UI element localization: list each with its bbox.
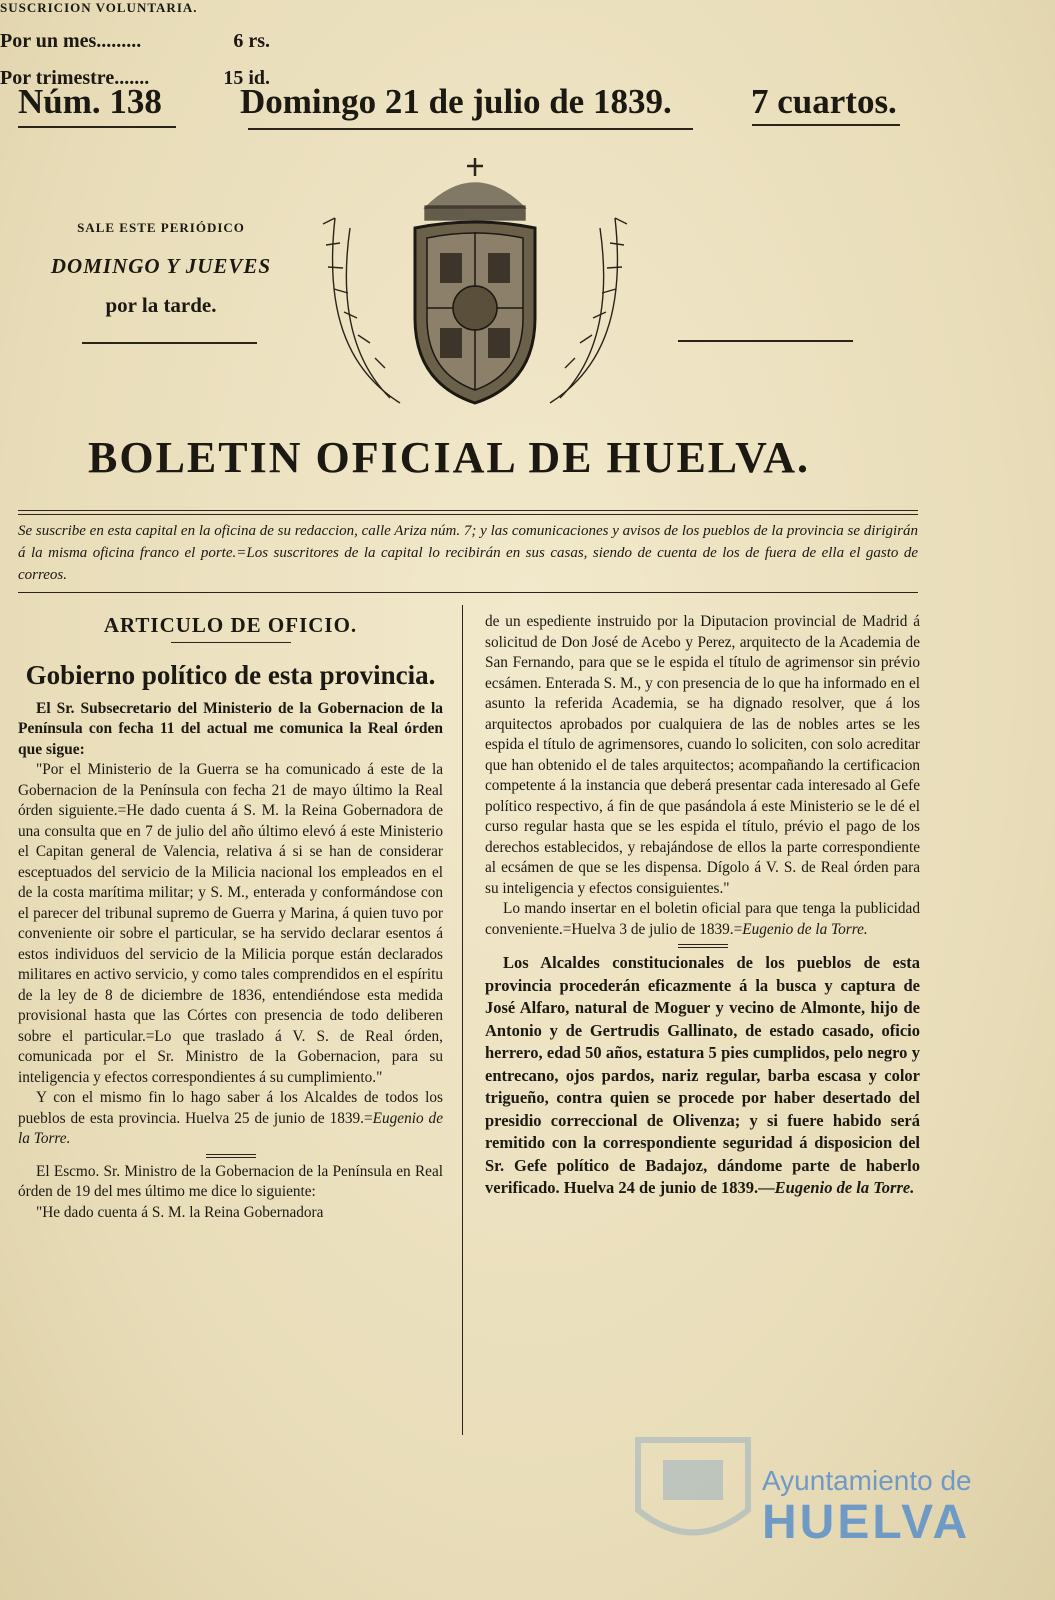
masthead-rule-left xyxy=(18,126,176,128)
section-rule xyxy=(171,642,291,643)
column-divider xyxy=(462,605,463,1435)
issue-date: Domingo 21 de julio de 1839. xyxy=(240,82,672,121)
left-column xyxy=(18,615,443,1223)
article-paragraph xyxy=(485,899,920,940)
article-paragraph: El Sr. Subsecretario del Ministerio de la Gobernacion de la Península con fecha 11 del actual me comunica la Real órden que sigue: xyxy=(18,699,443,758)
subscription-heading: SUSCRICION VOLUNTARIA. xyxy=(0,0,198,15)
issue-price: 7 cuartos. xyxy=(751,82,897,121)
price-quarter-label: Por trimestre....... xyxy=(0,67,150,89)
schedule-time: por la tarde. xyxy=(105,293,217,317)
schedule-line-1: SALE ESTE PERIÓDICO xyxy=(77,220,245,235)
article-paragraph: "Por el Ministerio de la Guerra se ha comunicado á este de la Gobernacion de la Península con fecha 21 de mayo último la Real órden siguiente.=He dado cuenta á S. M. la Reina Gobernadora de una consulta que en 7 de julio del año último elevó á este Ministerio el Capitan general de Valencia, relativa á si se han de considerar esceptuados del servicio de la Milicia nacional los empleados en el de la costa marítima militar; y S. M., enterada y conformándose con el parecer del tribunal supremo de Guerra y Marina, á quien tuvo por conveniente oir sobre el particular, se ha servido declarar esentos á estos individuos del servicio de la Milicia porque están declarados militares en activo servicio, y como tales comprendidos en el espíritu de la ley de 8 de diciembre de 1836, entendiéndose esta medida provisional hasta que las Córtes con presencia de todo deliberen sobre el particular.=Lo que traslado á V. S. de Real órden, comunicada por el Sr. Ministro de la Gobernacion, para su inteligencia y efectos correspondientes á su cumplimiento." xyxy=(18,761,443,1086)
price-quarter-value: 15 id. xyxy=(223,67,270,89)
article-paragraph: El Escmo. Sr. Ministro de la Gobernacion de la Península en Real órden de 19 del mes último me dice lo siguiente: xyxy=(18,1162,443,1200)
section-heading: ARTICULO DE OFICIO. xyxy=(103,613,358,637)
notice-rule xyxy=(18,592,918,593)
issue-number: Núm. 138 xyxy=(18,82,162,121)
article-paragraph: de un espediente instruido por la Diputacion provincial de Madrid á solicitud de Don José de Acebo y Perez, arquitecto de la Academia de San Fernando, para que se le espida el título de agrimensor sin prévio ecsámen. Enterada S. M., y con presencia de lo que ha informado en el asunto la referida Academia, se ha dignado resolver, que á los arquitectos aprobados por cualquiera de las de nobles artes se les espida el título de agrimensores, cuando lo soliciten, con solo acreditar que han obtenido el de tales arquitectos; acompañando la certificacion competente á la instancia que deberá presentar cada interesado al Gefe político respectivo, á fin de que pasándola á este Ministerio se le dé el curso regular hasta que se les espida el título, prévio el pago de los derechos establecidos, y rebajándose de ellos la parte correspondiente al ecsámen de que se les dispensa. Dígolo á V. S. de Real órden para su inteligencia y efectos consiguientes." xyxy=(485,613,920,897)
subscription-notice: Se suscribe en esta capital en la oficina de su redaccion, calle Ariza núm. 7; y las comunicaciones y avisos de los pueblos de la provincia se dirigirán á la misma oficina franco el porte.=Los suscritores de la capital lo recibirán en sus casas, siendo de cuenta de los de fuera de ella el gasto de correos. xyxy=(18,523,918,583)
publication-schedule xyxy=(22,220,300,318)
title-rule-bottom xyxy=(18,514,918,515)
signature: Eugenio de la Torre. xyxy=(774,1178,915,1197)
schedule-rule xyxy=(82,342,257,344)
masthead-rule-center xyxy=(248,128,693,130)
section-subheading: Gobierno político de esta provincia. xyxy=(25,659,436,690)
newspaper-title: BOLETIN OFICIAL DE HUELVA. xyxy=(88,433,810,482)
title-rule-top xyxy=(18,510,918,511)
article-text: Y con el mismo fin lo hago saber á los Alcaldes de todos los pueblos de esta provincia. Huelva 25 de junio de 1839.= xyxy=(18,1089,443,1127)
article-paragraph xyxy=(18,1088,443,1150)
price-month-value: 6 rs. xyxy=(233,30,270,52)
signature: Eugenio de la Torre. xyxy=(18,1109,443,1147)
signature: Eugenio de la Torre. xyxy=(742,920,868,938)
right-column xyxy=(485,612,920,1200)
price-month-label: Por un mes......... xyxy=(0,30,142,52)
article-paragraph xyxy=(485,952,920,1200)
subscription-prices xyxy=(0,0,270,90)
article-text: Los Alcaldes constitucionales de los pueblos de esta provincia procederán eficazmente á la busca y captura de José Alfaro, natural de Moguer y vecino de Almonte, hijo de Antonio y de Gertrudis Gallinato, de estado casado, oficio herrero, edad 50 años, estatura 5 pies cumplidos, pelo negro y entrecano, ojos pardos, nariz regular, barba escasa y color trigueño, contra quien se procede por haber desertado del presidio correccional de Olivenza; y si fuere habido será remitido con la correspondiente seguridad á disposicion del Sr. Gefe político de Badajoz, dándome parte de haberlo verificado. Huelva 24 de junio de 1839.— xyxy=(485,953,920,1197)
masthead xyxy=(18,82,918,130)
price-month xyxy=(0,30,270,53)
coat-of-arms-emblem xyxy=(305,158,645,416)
watermark-line-1: Ayuntamiento de xyxy=(762,1465,972,1496)
watermark-line-2: HUELVA xyxy=(762,1496,971,1549)
article-separator xyxy=(206,1154,256,1158)
article-separator xyxy=(678,944,728,948)
masthead-rule-right xyxy=(752,124,900,126)
schedule-days: DOMINGO Y JUEVES xyxy=(50,254,272,278)
article-text: Lo mando insertar en el boletin oficial para que tenga la publicidad conveniente.=Huelva 3 de julio de 1839.= xyxy=(485,900,920,938)
prices-rule xyxy=(678,340,853,342)
article-paragraph: "He dado cuenta á S. M. la Reina Gobernadora xyxy=(36,1203,324,1221)
